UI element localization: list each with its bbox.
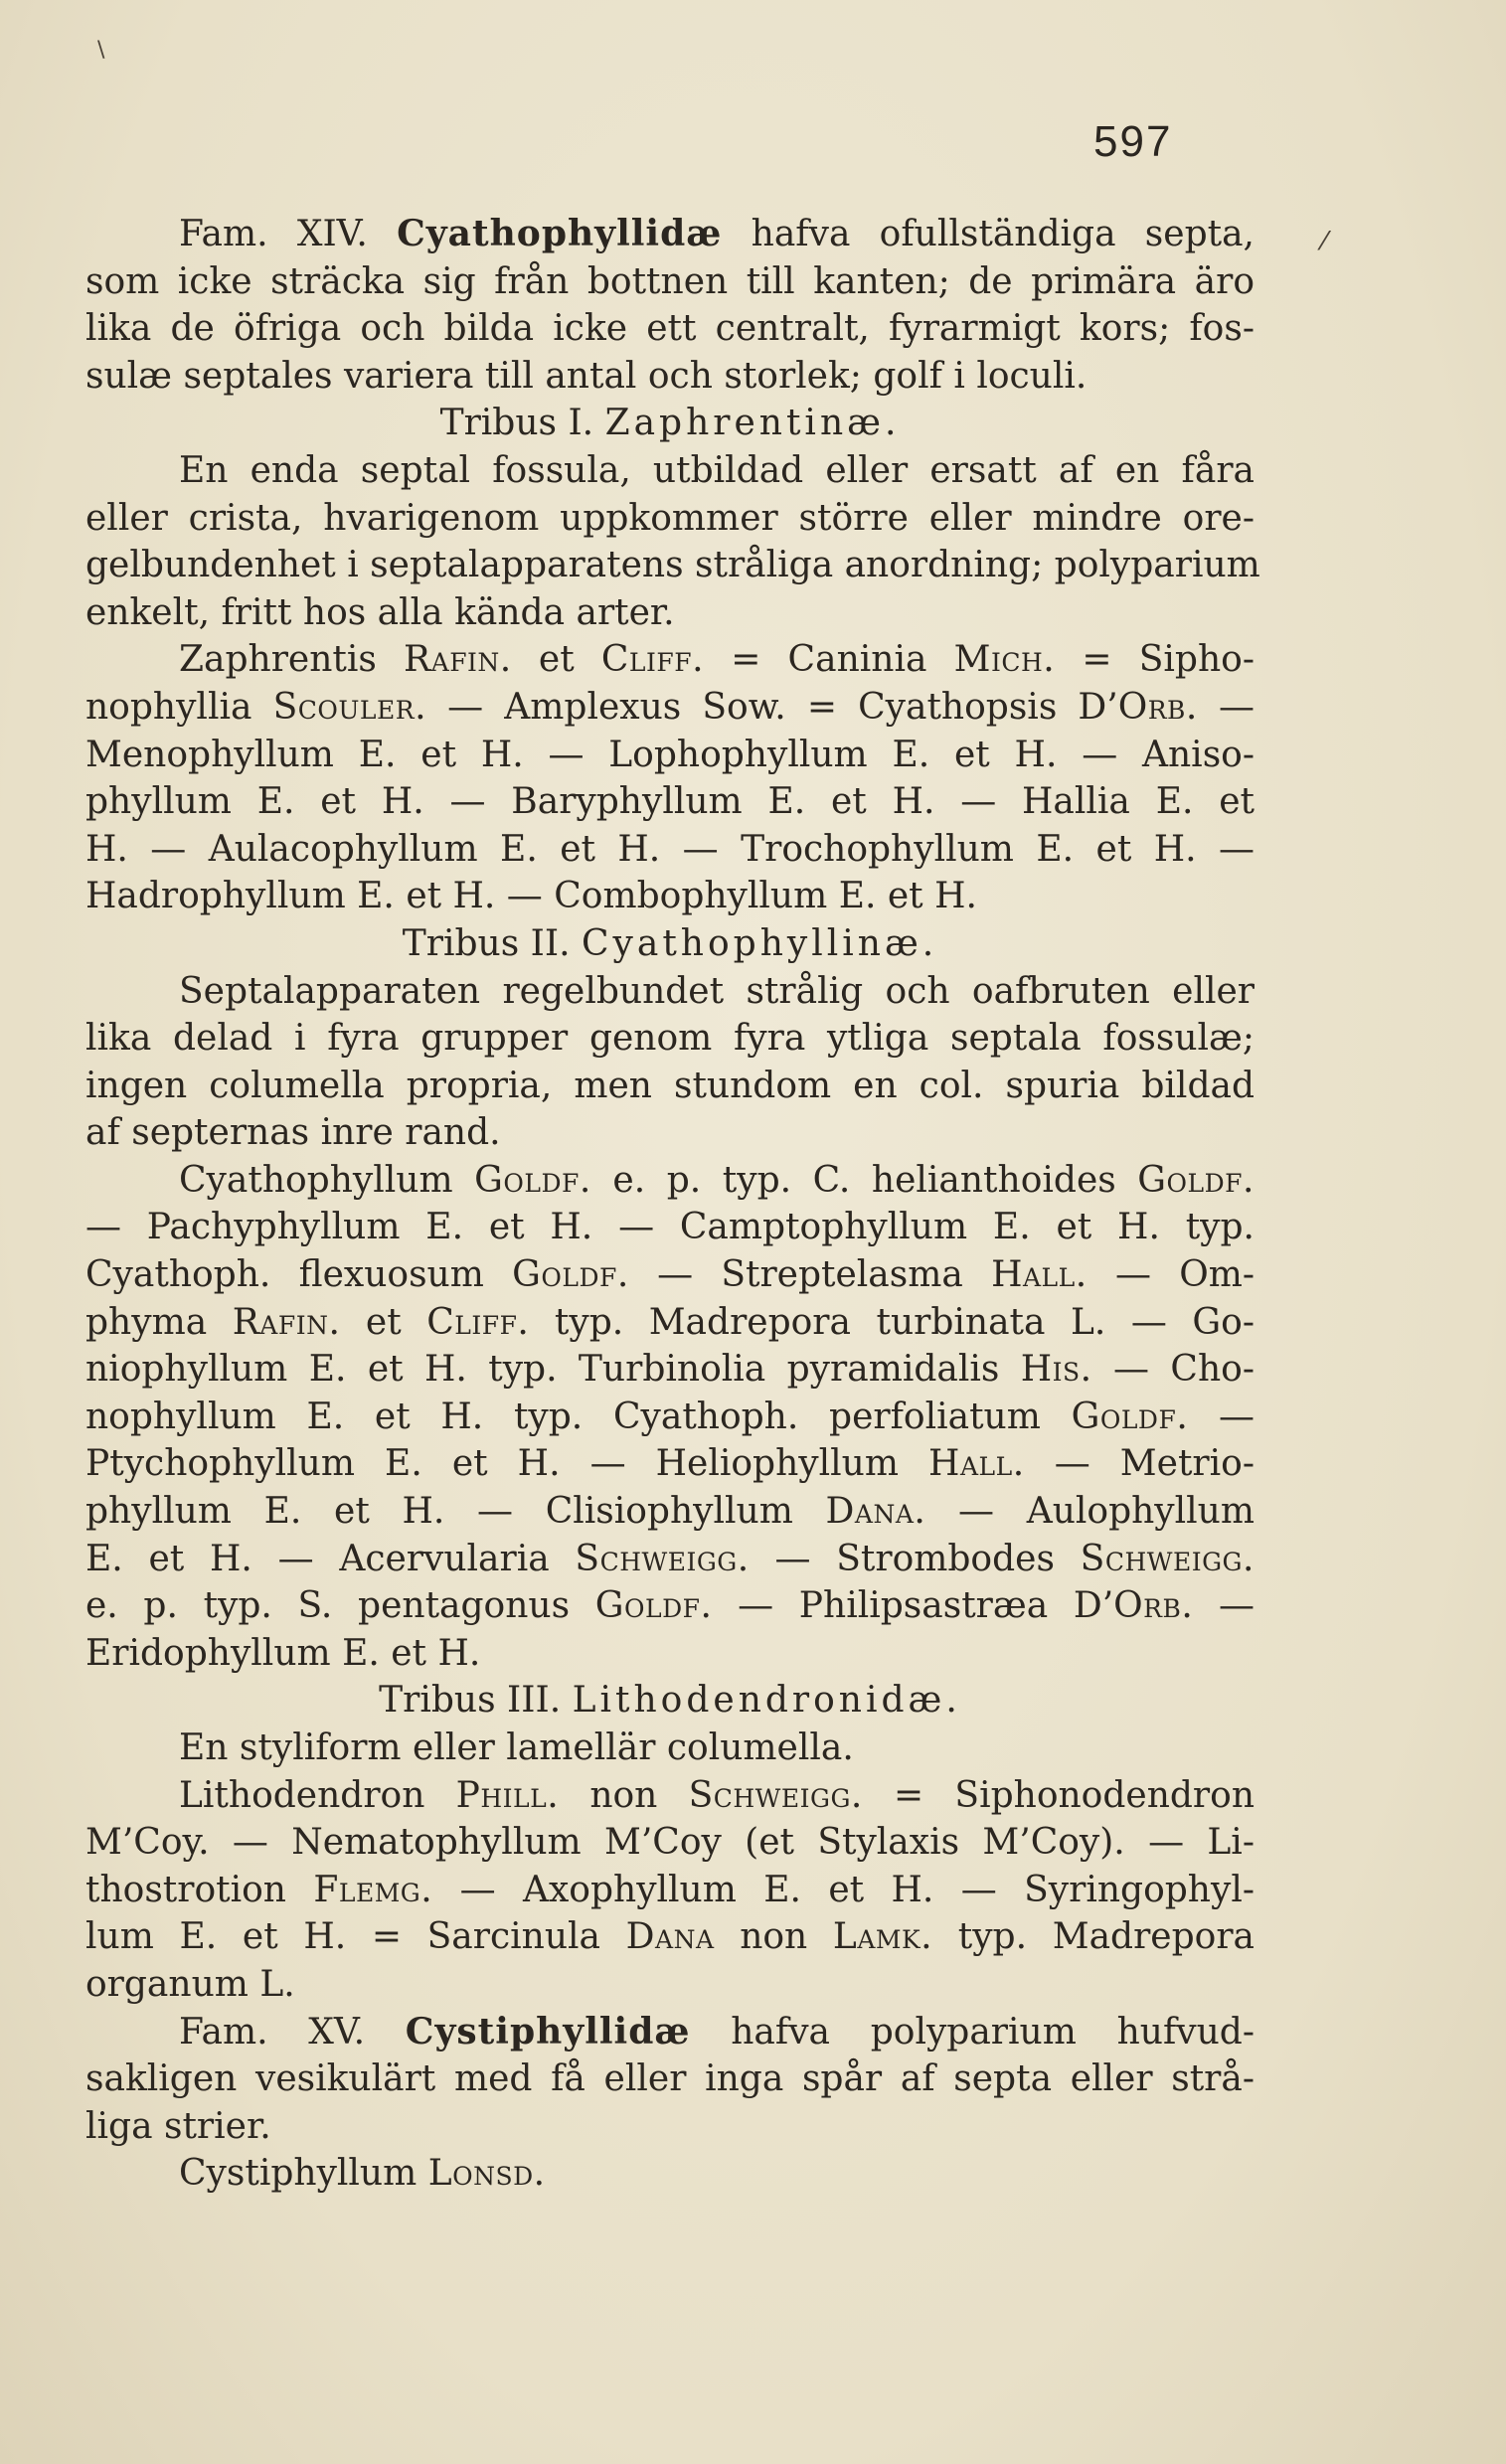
text-segment: liga strier. (85, 2105, 271, 2147)
text-line (85, 2103, 1255, 2151)
text-line (85, 1346, 1255, 1394)
text-segment: lika de öfriga och bildа icke ett centralt, fyrarmigt kors; fos- (85, 308, 1255, 350)
text-segment: — Philipsastræa D’ (712, 1585, 1114, 1627)
text-segment: — Cho- (1091, 1349, 1255, 1391)
text-line (85, 1394, 1255, 1441)
text-segment: — Pachyphyllum E. et H. — Camptophyllum E. et H. typ. (85, 1207, 1255, 1248)
text-segment: Fam. XIV. (179, 214, 398, 254)
text-line (85, 873, 1255, 920)
text-line (85, 495, 1255, 543)
text-segment: Cystiphyllum (179, 2153, 428, 2195)
text-line (85, 732, 1255, 779)
text-line (85, 1251, 1255, 1299)
text-segment: Scouler. (272, 686, 427, 728)
text-segment: Hadrophyllum E. et H. — Combophyllum E. et H. (85, 876, 977, 917)
text-segment: Rafin. (404, 639, 512, 681)
text-segment: — (1188, 1396, 1255, 1437)
text-line (85, 589, 1255, 637)
text-segment: et (340, 1301, 427, 1343)
text-line (85, 1488, 1255, 1536)
text-segment: Hall. (928, 1443, 1025, 1485)
text-line (85, 2150, 1255, 2198)
text-segment: organum L. (85, 1963, 295, 2005)
text-line (85, 2055, 1255, 2103)
text-line (85, 305, 1255, 353)
text-segment: enkelt, fritt hos alla kända arter. (85, 591, 675, 633)
text-segment: e. p. typ. C. helianthoides (590, 1159, 1138, 1201)
text-line (85, 636, 1255, 684)
text-segment: Dana. (825, 1491, 926, 1533)
text-segment: En enda septal fossula, utbildad eller ersatt af en fåra (179, 449, 1255, 491)
text-line (85, 1630, 1255, 1678)
text-line (85, 1772, 1255, 1820)
text-segment: M’Coy. — Nematophyllum M’Coy (et Stylaxis M’Coy). — Li- (85, 1822, 1255, 1864)
text-segment: Fam. XV. (179, 2011, 406, 2053)
text-line (85, 1913, 1255, 1961)
text-segment: af septernas inre rand. (85, 1112, 501, 1154)
text-segment: Flemg. (313, 1869, 433, 1910)
text-segment: — Streptelasma (628, 1254, 992, 1296)
text-segment: Schweigg. (575, 1538, 750, 1579)
text-segment: Schweigg. (688, 1774, 863, 1816)
text-line (85, 1819, 1255, 1867)
text-segment: Ptychophyllum E. et H. — Heliophyllum (85, 1443, 929, 1485)
text-line (85, 258, 1255, 306)
tribus-name: Lithodendronidæ. (572, 1680, 961, 1722)
text-segment: Tribus III. (379, 1680, 573, 1722)
text-segment: Rafin. (232, 1301, 341, 1343)
text-line (85, 1109, 1255, 1157)
text-segment: Schweigg. (1080, 1538, 1255, 1579)
text-segment: H. — Aulacophyllum E. et H. — Trochophyllum E. et H. — (85, 828, 1255, 870)
stray-mark-right: ⁄ (1322, 227, 1327, 256)
text-line (85, 684, 1255, 732)
text-segment: — (1197, 686, 1255, 728)
family-name: Cyathophyllidæ (397, 213, 723, 254)
text-line (85, 353, 1255, 401)
text-line (85, 1299, 1255, 1347)
family-name: Cystiphyllidæ (405, 2010, 691, 2053)
text-line (85, 1677, 1255, 1725)
text-segment: Phill. (455, 1774, 560, 1816)
text-segment: Zaphrentis (179, 639, 405, 681)
text-line (85, 1157, 1255, 1205)
text-segment: lika delad i fyra grupper genom fyra ytliga septala fossulæ; (85, 1018, 1255, 1060)
text-segment: Hall. (991, 1254, 1088, 1296)
text-segment: Cyathoph. flexuosum (85, 1254, 513, 1296)
text-segment: Mich. (953, 639, 1056, 681)
text-line (85, 1867, 1255, 1914)
text-segment: Menophyllum E. et H. — Lophophyllum E. et H. — Aniso- (85, 734, 1255, 775)
text-segment: niophyllum E. et H. typ. Turbinolia pyramidalis (85, 1349, 1021, 1391)
text-line (85, 211, 1255, 258)
text-segment: E. et H. — Acervularia (85, 1538, 576, 1579)
text-line (85, 778, 1255, 826)
text-line (85, 1440, 1255, 1488)
text-segment: non (714, 1916, 833, 1958)
page-number: 597 (1093, 117, 1173, 166)
text-line (85, 968, 1255, 1016)
text-segment: nophyllum E. et H. typ. Cyathoph. perfoliatum (85, 1396, 1072, 1437)
text-line (85, 400, 1255, 447)
text-line (85, 542, 1260, 589)
text-line (85, 1961, 1255, 2009)
text-segment: nophyllia (85, 686, 273, 728)
text-segment: — Strombodes (749, 1538, 1081, 1579)
text-segment: — Metrio- (1024, 1443, 1255, 1485)
text-segment: Cliff. (426, 1301, 530, 1343)
text-segment: phyllum E. et H. — Clisiophyllum (85, 1491, 826, 1533)
text-line (85, 1536, 1255, 1583)
text-segment: Lamk. (832, 1916, 933, 1958)
text-segment: e. p. typ. S. pentagonus (85, 1585, 595, 1627)
text-line (85, 2009, 1255, 2056)
text-segment: En styliform eller lamellär columella. (179, 1727, 854, 1768)
text-segment: Goldf. (1137, 1159, 1255, 1201)
text-line (85, 920, 1255, 968)
text-line (85, 1063, 1255, 1110)
text-segment: Cliff. (600, 639, 705, 681)
text-segment: = Sipho- (1055, 639, 1255, 681)
stray-mark-top: \ (97, 38, 105, 63)
text-segment: hafva ofullständiga septa, (722, 214, 1255, 254)
text-segment: = Caninia (704, 639, 954, 681)
text-segment: — Amplexus Sow. = Cyathopsis D’ (426, 686, 1118, 728)
text-segment: Tribus II. (402, 922, 582, 964)
text-segment: — (1193, 1585, 1255, 1627)
tribus-name: Zaphrentinæ. (604, 403, 901, 444)
text-segment: Lonsd. (427, 2153, 546, 2195)
text-segment: eller crista, hvarigenom uppkommer större eller mindre ore- (85, 497, 1255, 539)
text-line (85, 1015, 1255, 1063)
text-segment: Lithodendron (179, 1774, 456, 1816)
text-segment: thostrotion (85, 1869, 314, 1910)
text-segment: Goldf. (1071, 1396, 1189, 1437)
text-segment: Goldf. (594, 1585, 713, 1627)
text-segment: — Axophyllum E. et H. — Syringophyl- (432, 1869, 1255, 1910)
text-line (85, 1725, 1255, 1772)
text-segment: = Siphonodendron (862, 1774, 1255, 1816)
text-segment: gelbundenhet i septalapparatens stråliga anordning; polyparium (85, 545, 1260, 586)
text-segment: phyma (85, 1301, 233, 1343)
text-segment: non (559, 1774, 689, 1816)
text-segment: His. (1020, 1349, 1092, 1391)
text-line (85, 1204, 1255, 1251)
text-segment: — Om- (1087, 1254, 1255, 1296)
text-segment: — Aulophyllum (925, 1491, 1255, 1533)
text-segment: Septalapparaten regelbundet strålig och oafbruten eller (179, 970, 1255, 1012)
text-segment: Goldf. (474, 1159, 591, 1201)
tribus-name: Cyathophyllinæ. (581, 922, 938, 964)
text-line (85, 447, 1255, 495)
text-segment: Dana (625, 1916, 715, 1958)
text-segment: som icke sträcka sig från bottnen till kanten; de primära äro (85, 260, 1255, 302)
text-segment: sakligen vesikulärt med få eller inga spår af septa eller strå- (85, 2058, 1255, 2100)
page-body-text (85, 211, 1260, 2198)
text-segment: et (511, 639, 601, 681)
text-segment: lum E. et H. = Sarcinula (85, 1916, 626, 1958)
text-segment: Eridophyllum E. et H. (85, 1632, 481, 1674)
text-line (85, 826, 1255, 874)
text-segment: ingen columella propria, men stundom en col. spuria bildad (85, 1065, 1255, 1106)
text-segment: Goldf. (512, 1254, 629, 1296)
text-segment: Cyathophyllum (179, 1159, 475, 1201)
text-line (85, 1582, 1255, 1630)
text-segment: typ. Madrepora (932, 1916, 1255, 1958)
text-segment: Orb. (1117, 686, 1198, 728)
text-segment: phyllum E. et H. — Baryphyllum E. et H. — Hallia E. et (85, 781, 1255, 823)
text-segment: hafva polyparium hufvud- (690, 2011, 1255, 2053)
text-segment: typ. Madrepora turbinata L. — Go- (529, 1301, 1255, 1343)
text-segment: Orb. (1113, 1585, 1194, 1627)
text-segment: sulæ septales variera till antal och storlek; golf i loculi. (85, 355, 1088, 397)
text-segment: Tribus I. (439, 403, 605, 444)
